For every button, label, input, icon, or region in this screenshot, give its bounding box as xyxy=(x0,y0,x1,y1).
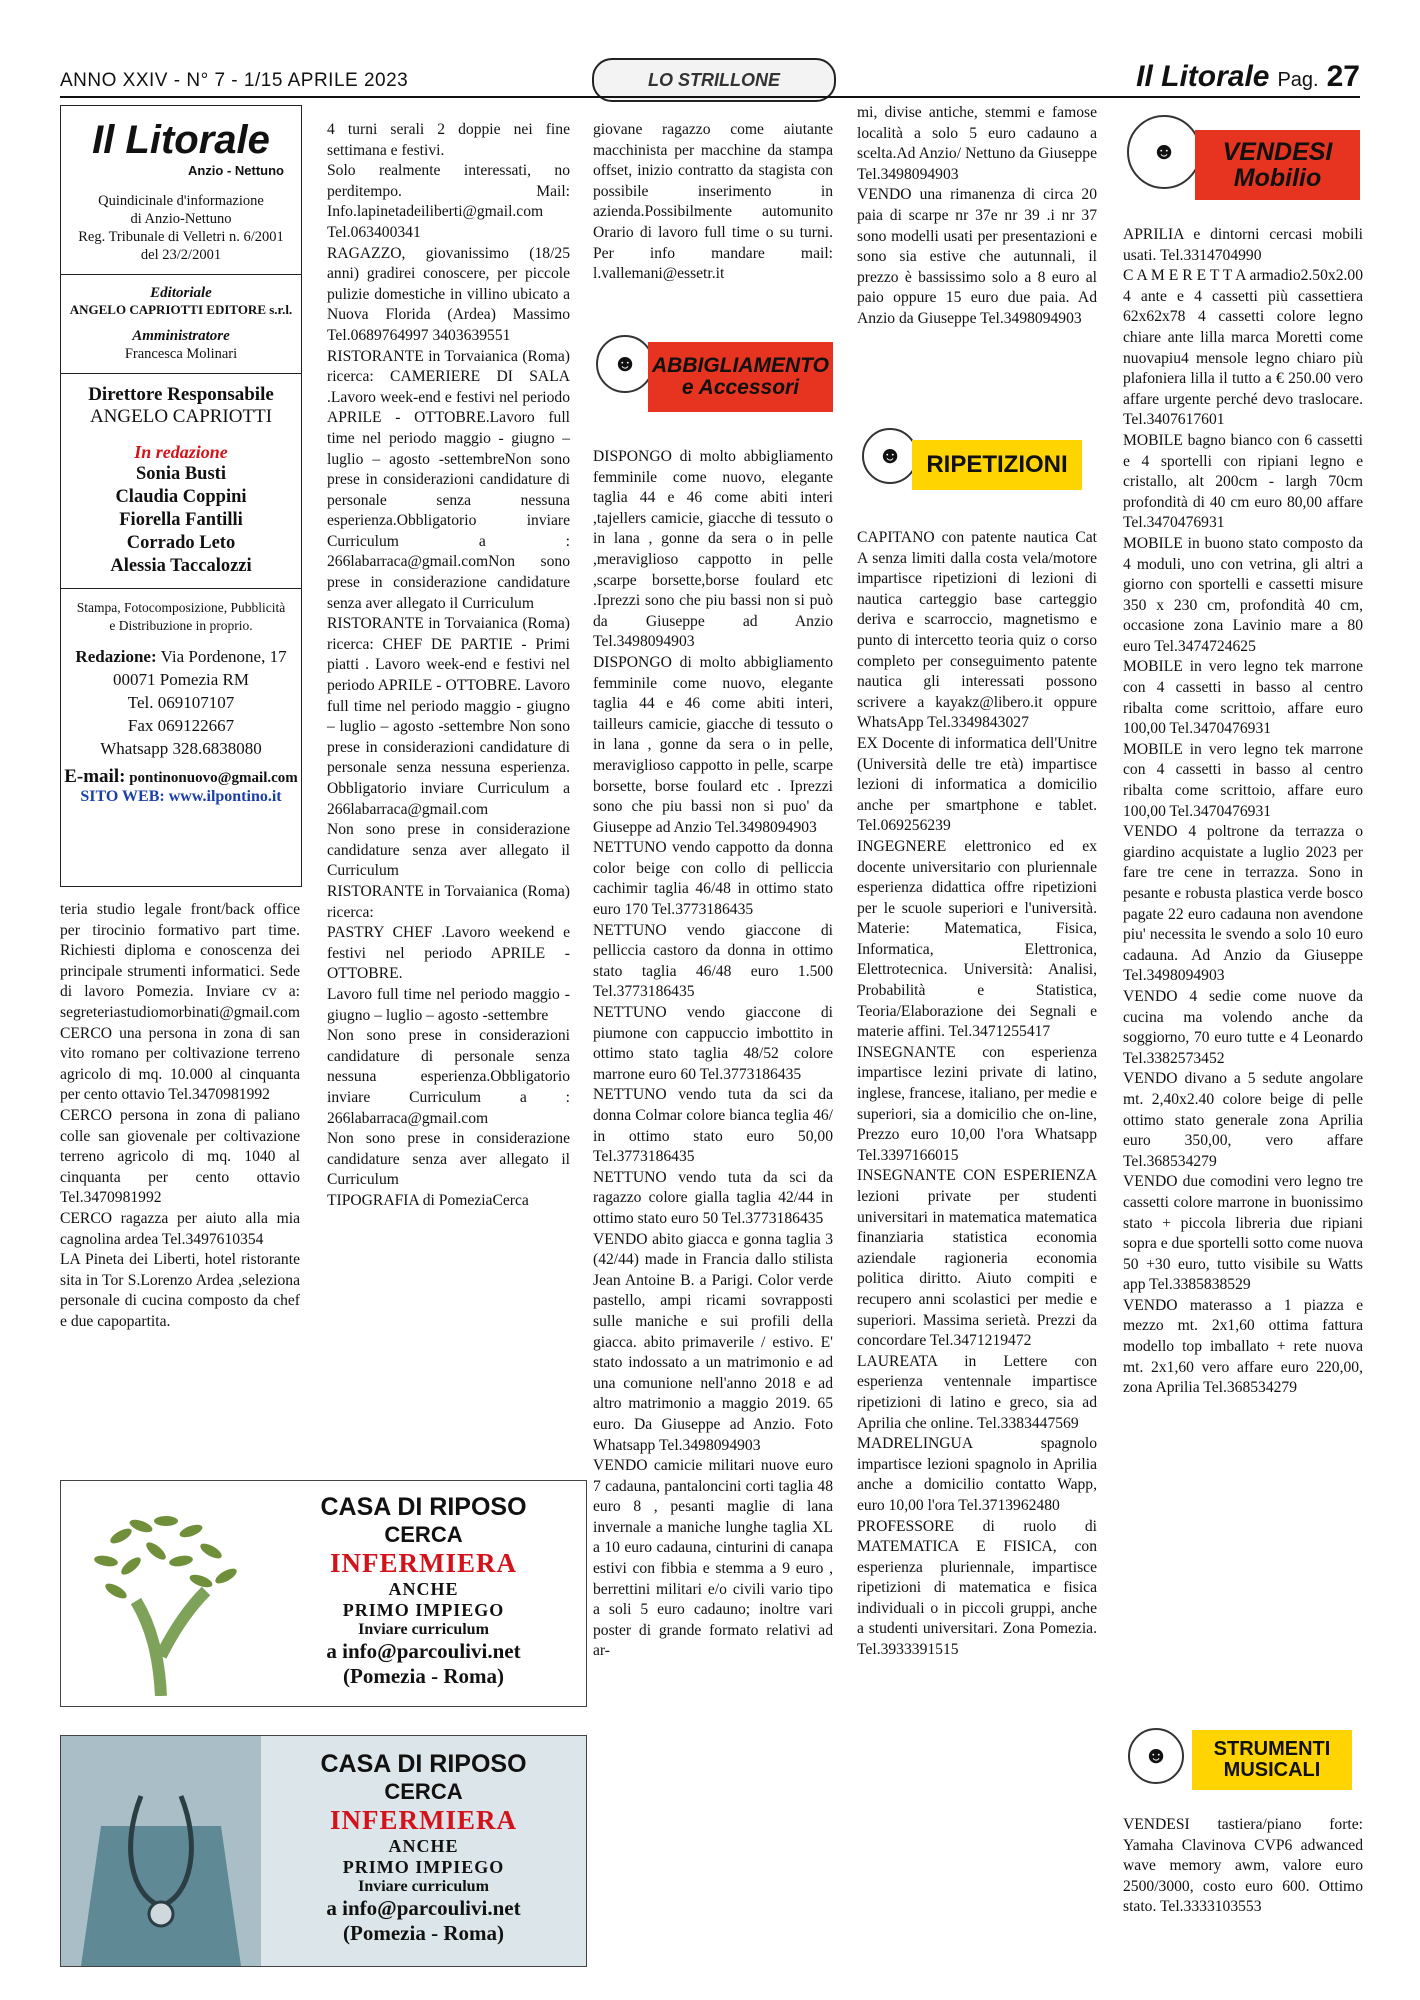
divider xyxy=(61,373,301,374)
nurse-photo xyxy=(61,1736,261,1966)
ad-email[interactable]: a info@parcoulivi.net xyxy=(326,1896,521,1920)
website-link[interactable]: SITO WEB: www.ilpontino.it xyxy=(80,788,282,805)
mascot-icon: ☻ xyxy=(596,335,654,393)
amministratore-value: Francesca Molinari xyxy=(124,346,238,362)
brand-name: Il Litorale xyxy=(1136,60,1270,93)
classified-text: CAPITANO con patente nautica Cat A senza limiti dalla costa vela/motore impartisce ripetizioni di lezioni di nautica carteggio base carteggio deriva e scarroccio, magnetismo e punto di intercetto teoria quiz o corso completo per conseguimento patente nautica gli interessati possono scrivere a kayakz@libero.it oppure WhatsApp Tel.3349843027 EX Docente di informatica dell'Unitre (Università delle tre età) impartisce lezioni di informatica a domicilio anche per smartphone e tablet. Tel.069256239 INGEGNERE elettronico ed ex docente universitario con pluriennale esperienza didattica offre ripetizioni per le scuole superiori e l'università. Materie: Matematica, Fisica, Informatica, Elettronica, Elettrotecnica. Università: Analisi, Probabilità e Statistica, Teoria/Elaborazione dei Segnali e materie affini. Tel.3471255417 INSEGNANTE con esperienza impartisce lezini private di latino, inglese, francese, italiano, per medie e superiori, sia a domicilio che on-line, Prezzo euro 10,00 l'ora Whatsapp Tel.3397166015 INSEGNANTE CON ESPERIENZA lezioni private per studenti universitari in matematica matematica finanziaria statistica economia aziendale ragioneria economia politica diritto. Aiuto compiti e recupero anni scolastici per medie e superiori. Massima serietà. Prezzi da concordare Tel.3471219472 LAUREATA in Lettere con esperienza ventennale impartisce ripetizioni di latino e greco, sia ad Aprilia che online. Tel.3383447569 MADRELINGUA spagnolo impartisce lezioni spagnolo in Aprilia anche a domicilio contatto Wapp, euro 10,00 l'ora Tel.3713962480 PROFESSORE di ruolo di MATEMATICA E FISICA, con esperienza pluriennale, impartisce ripetizioni di matematica e fisica individuali o in piccoli gruppi, anche a studenti universitari. Zona Pomezia. Tel.3933391515 xyxy=(857,529,1097,1659)
column-2 xyxy=(327,120,570,1211)
classified-text: DISPONGO di molto abbigliamento femminile come nuovo, elegante taglia 44 e 46 come abiti interi ,tajellers camicie, giacche di tessuto o in lana , gonne da sera o in pelle ,meraviglioso cappotto in pelle ,scarpe borsette,borse foulard etc .Iprezzi sono che piu bassi non si può da Giuseppe ad Anzio Tel.3498094903 DISPONGO di molto abbigliamento femminile come nuovo, elegante taglia 44 e 46 come abiti interi, tailleurs camicie, giacche di tessuto o in lana , gonne da sera o in pelle, meraviglioso cappotto in pelle, scarpe borsette, borse foulard etc . Iprezzi sono che piu bassi non si puo' da Giuseppe ad Anzio Tel.3498094903 NETTUNO vendo cappotto da donna color beige con collo di pelliccia cachimir taglia 46/48 in ottimo stato euro 170 Tel.3773186435 NETTUNO vendo giaccone di pelliccia castoro da donna in ottimo stato taglia 46/48 euro 1.500 Tel.3773186435 NETTUNO vendo giaccone di piumone con cappuccio imbottito in ottimo stato taglia 48/52 colore marrone euro 60 Tel.3773186435 NETTUNO vendo tuta da sci da donna Colmar colore bianca teglia 46/ in ottimo stato euro 50,00 Tel.3773186435 NETTUNO vendo tuta da sci da ragazzo colore gialla taglia 42/44 in ottimo stato euro 50 Tel.3773186435 VENDO abito giacca e gonna taglia 3 (42/44) made in Francia dallo stilista Jean Antoine B. a Parigi. Color verde pastello, ampi ricami sovrapposti sulle maniche e sui profili della giacca. abito primaverile / estivo. E' stato indossato a un matrimonio e ad una comunione nell'anno 2018 e ad altro matrimonio a maggio 2019. 65 euro. Da Giuseppe ad Anzio. Foto Whatsapp Tel.3498094903 VENDO camicie militari nuove euro 7 cadauna, pantaloncini corti taglia 48 euro 8 , pesanti maglie di lana invernale a maniche lunghe taglia XL a 10 euro cadauna, cinturini di canapa estivi con fibbia e stemma a 9 euro , berrettini militari e/o civili vario tipo a soli 5 euro cadauno; inoltre vari poster di grande formato relativi ad ar- xyxy=(593,448,833,1660)
classified-text: teria studio legale front/back office per tirocinio formativo part time. Richiesti diploma e conoscenza dei principale strumenti informatici. Sede di lavoro Pomezia. Inviare cv a: segreteriastudiomorbinati@gmail.com CERCO una persona in zona di san vito romano per coltivazione terreno agricolo di mq. 10.000 al cinquanta per cento ottavio Tel.3470981992 CERCO persona in zona di paliano colle san giovenale per coltivazione terreno agricolo di mq. 1040 al cinquanta per cento ottavio Tel.3470981992 CERCO ragazza per aiuto alla mia cagnolina ardea Tel.3497610354 LA Pineta dei Liberti, hotel ristorante sita in Tor S.Lorenzo Ardea ,seleziona personale di cucina composto da chef e due capopartita. xyxy=(60,901,300,1330)
divider xyxy=(61,588,301,589)
direttore-value: ANGELO CAPRIOTTI xyxy=(89,406,273,427)
column-4-bottom xyxy=(857,528,1097,1661)
column-1 xyxy=(60,900,300,1332)
ad-text xyxy=(261,1493,586,1689)
column-5-bottom xyxy=(1123,1815,1363,1918)
box-subtitle: Anzio - Nettuno xyxy=(187,163,285,178)
nurse-job-ad[interactable] xyxy=(60,1480,587,1707)
redazione-address: Via Pordenone, 17 00071 Pomezia RM Tel. 069107107 Fax 069122667 Whatsapp 328.6838080 xyxy=(100,647,287,758)
page-number: 27 xyxy=(1326,60,1360,93)
ad-line: (Pomezia - Roma) xyxy=(343,1664,504,1688)
classified-text: giovane ragazzo come aiutante macchinista per macchine da stampa offset, inizio contratto da stagista con possibile inserimento in azienda.Possibilmente automunito Orario di lavoro full time o su turni. Per info mandare mail: l.vallemani@essetr.it xyxy=(593,121,833,283)
ad-line: CASA DI RIPOSO xyxy=(320,1493,527,1521)
box-title: Il Litorale xyxy=(92,118,270,162)
editoriale-label: Editoriale xyxy=(150,285,212,301)
banner-strumenti: STRUMENTI MUSICALI xyxy=(1192,1730,1352,1790)
mascot-icon: ☻ xyxy=(862,428,918,484)
redazione-address-label: Redazione: xyxy=(75,647,157,666)
divider xyxy=(61,274,301,275)
column-3 xyxy=(593,120,833,285)
page-label: Pag. xyxy=(1277,69,1319,91)
ad-line: PRIMO IMPIEGO xyxy=(342,1857,505,1877)
email-block xyxy=(61,766,301,788)
ad-line: INFERMIERA xyxy=(329,1805,517,1835)
address-block xyxy=(61,645,301,760)
banner-ripetizioni: RIPETIZIONI xyxy=(912,440,1082,490)
classified-text: VENDESI tastiera/piano forte: Yamaha Clavinova CVP6 adwanced wave memory awm, valore euro 2500/3000, costo euro 600. Ottimo stato. Tel.3333103553 xyxy=(1123,1816,1363,1916)
ad-line: INFERMIERA xyxy=(329,1548,517,1578)
box-info: Quindicinale d'informazione di Anzio-Nettuno Reg. Tribunale di Velletri n. 6/2001 del 23/2/2001 xyxy=(78,193,284,263)
redazione-label: In redazione xyxy=(134,442,228,462)
redazione-names: Sonia Busti Claudia Coppini Fiorella Fantilli Corrado Leto Alessia Taccalozzi xyxy=(110,464,252,576)
ad-line: PRIMO IMPIEGO xyxy=(342,1600,505,1620)
banner-abbigliamento: ABBIGLIAMENTO e Accessori xyxy=(648,342,833,412)
stethoscope-icon xyxy=(61,1736,261,1966)
ad-line: Inviare curriculum xyxy=(358,1878,489,1895)
banner-mobilio: VENDESI Mobilio xyxy=(1195,130,1360,200)
column-5 xyxy=(1123,225,1363,1399)
column-3-bottom xyxy=(593,447,833,1662)
ad-line: (Pomezia - Roma) xyxy=(343,1921,504,1945)
masthead xyxy=(1136,60,1360,94)
ad-line: ANCHE xyxy=(388,1836,459,1856)
email-link[interactable]: pontinonuovo@gmail.com xyxy=(129,770,298,786)
ad-line: CERCA xyxy=(384,1779,463,1804)
ad-line: CERCA xyxy=(384,1522,463,1547)
issue-info: ANNO XXIV - N° 7 - 1/15 APRILE 2023 xyxy=(60,70,409,91)
editoriale-value: ANGELO CAPRIOTTI EDITORE s.r.l. xyxy=(69,302,293,317)
ad-email[interactable]: a info@parcoulivi.net xyxy=(326,1639,521,1663)
ad-line: Inviare curriculum xyxy=(358,1621,489,1638)
nurse-job-ad-photo[interactable] xyxy=(60,1735,587,1967)
direttore-label: Direttore Responsabile xyxy=(88,384,274,405)
column-4 xyxy=(857,103,1097,330)
classified-text: APRILIA e dintorni cercasi mobili usati. Tel.3314704990 C A M E R E T T A armadio2.50x2.00 4 ante e 4 cassetti più cassettiera 62x62x78 4 cassetti colore legno chiare ante lilla marca Moretti come nuovapiu4 mensole legno chiaro più plafoniera lilla il tutto a € 250.00 vero affare urgente perché devo traslocare. Tel.3407617601 MOBILE bagno bianco con 6 cassetti e 4 sportelli con ripiani legno e cristallo, alt 200cm - largh 70cm profondità di 40 cm euro 80,00 affare Tel.3470476931 MOBILE in buono stato composto da 4 moduli, uno con vetrina, gli altri a giorno con sportelli e cassetti misure 350 x 230 cm, profondità 40 cm, occasione zona Lavinio mare a 80 euro Tel.3474724625 MOBILE in vero legno tek marrone con 4 cassetti in basso al centro ribalta come scrittoio, affare euro 100,00 Tel.3470476931 MOBILE in vero legno tek marrone con 4 cassetti in basso al centro ribalta come scrittoio, affare euro 100,00 Tel.3470476931 VENDO 4 poltrone da terrazza o giardino acquistate a luglio 2023 per fare tre cene in terrazza. Sono in pesante e robusta plastica verde bosco pagate 22 euro cadauna non avendone piu' necessita le svendo a solo 10 euro cadauna. Ad Anzio da Giuseppe Tel.3498094903 VENDO 4 sedie come nuove da cucina ma volendo anche da soggiorno, 70 euro tutte e 4 Leonardo Tel.3382573452 VENDO divano a 5 sedute angolare mt. 2,40x2.40 colore beige di pelle ottimo stato generale zona Aprilia euro 350,00, vero affare Tel.368534279 VENDO due comodini vero legno tre cassetti colore marrone in buonissimo stato + piccola libreria due ripiani sopra e due sportelli sotto come nuova 50 +30 euro, tutto visibile su Watts app Tel.3385838529 VENDO materasso a 1 piazza e mezzo mt. 2x1,60 ottima fattura modello top imballato + rete nuova mt. 2x1,60 vero affare euro 220,00, zona Aprilia Tel.368534279 xyxy=(1123,226,1363,1397)
mascot-icon: ☻ xyxy=(1128,1728,1184,1784)
classified-text: mi, divise antiche, stemmi e famose località a solo 5 euro cadauno a scelta.Ad Anzio/ Nettuno da Giuseppe Tel.3498094903 VENDO una rimanenza di circa 20 paia di scarpe nr 37e nr 39 .i nr 37 sono modelli usati per presentazioni e sono sia estive che autunnali, il prezzo è bassissimo solo a 8 euro al paio oppure 15 euro due paia. Ad Anzio da Giuseppe Tel.3498094903 xyxy=(857,104,1097,327)
mascot-icon: ☻ xyxy=(1127,115,1201,189)
ad-text xyxy=(261,1750,586,1946)
ad-line: ANCHE xyxy=(388,1579,459,1599)
ad-line: CASA DI RIPOSO xyxy=(320,1750,527,1778)
email-label: E-mail: xyxy=(64,766,126,787)
masthead-box xyxy=(60,105,302,887)
stampa-info: Stampa, Fotocomposizione, Pubblicità e Distribuzione in proprio. xyxy=(76,600,286,633)
header-rule xyxy=(60,96,1360,98)
strillone-logo: LO STRILLONE xyxy=(592,58,836,102)
amministratore-label: Amministratore xyxy=(132,328,230,344)
classified-text: 4 turni serali 2 doppie nei fine settimana e festivi. Solo realmente interessati, no perditempo. Mail: Info.lapinetadeiliberti@gmail.com Tel.063400341 RAGAZZO, giovanissimo (18/25 anni) gradirei conoscere, per piccole pulizie domestiche in villino ubicato a Nuova Florida (Ardea) Massimo Tel.0689764997 3403639551 RISTORANTE in Torvaianica (Roma) ricerca: CAMERIERE DI SALA .Lavoro week-end e festivi nel periodo APRILE - OTTOBRE.Lavoro full time nel periodo maggio - giugno – luglio – agosto -settembreNon sono prese in considerazioni candidature di personale senza nessuna esperienza.Obbligatorio inviare Curriculum a : 266labarraca@gmail.comNon sono prese in considerazione candidature senza aver allegato il Curriculum RISTORANTE in Torvaianica (Roma) ricerca: CHEF DE PARTIE - Primi piatti . Lavoro week-end e festivi nel periodo APRILE - OTTOBRE. Lavoro full time nel periodo maggio - giugno – luglio – agosto -settembre Non sono prese in considerazioni candidature di personale senza nessuna esperienza. Obbligatorio inviare Curriculum a 266labarraca@gmail.com Non sono prese in considerazione candidature senza aver allegato il Curriculum RISTORANTE in Torvaianica (Roma) ricerca: PASTRY CHEF .Lavoro weekend e festivi nel periodo APRILE - OTTOBRE. Lavoro full time nel periodo maggio - giugno – luglio – agosto -settembre Non sono prese in considerazioni candidature di personale senza nessuna esperienza.Obbligatorio inviare Curriculum a : 266labarraca@gmail.com Non sono prese in considerazione candidature senza aver allegato il Curriculum TIPOGRAFIA di PomeziaCerca xyxy=(327,121,570,1209)
olive-tree-icon xyxy=(81,1506,251,1696)
